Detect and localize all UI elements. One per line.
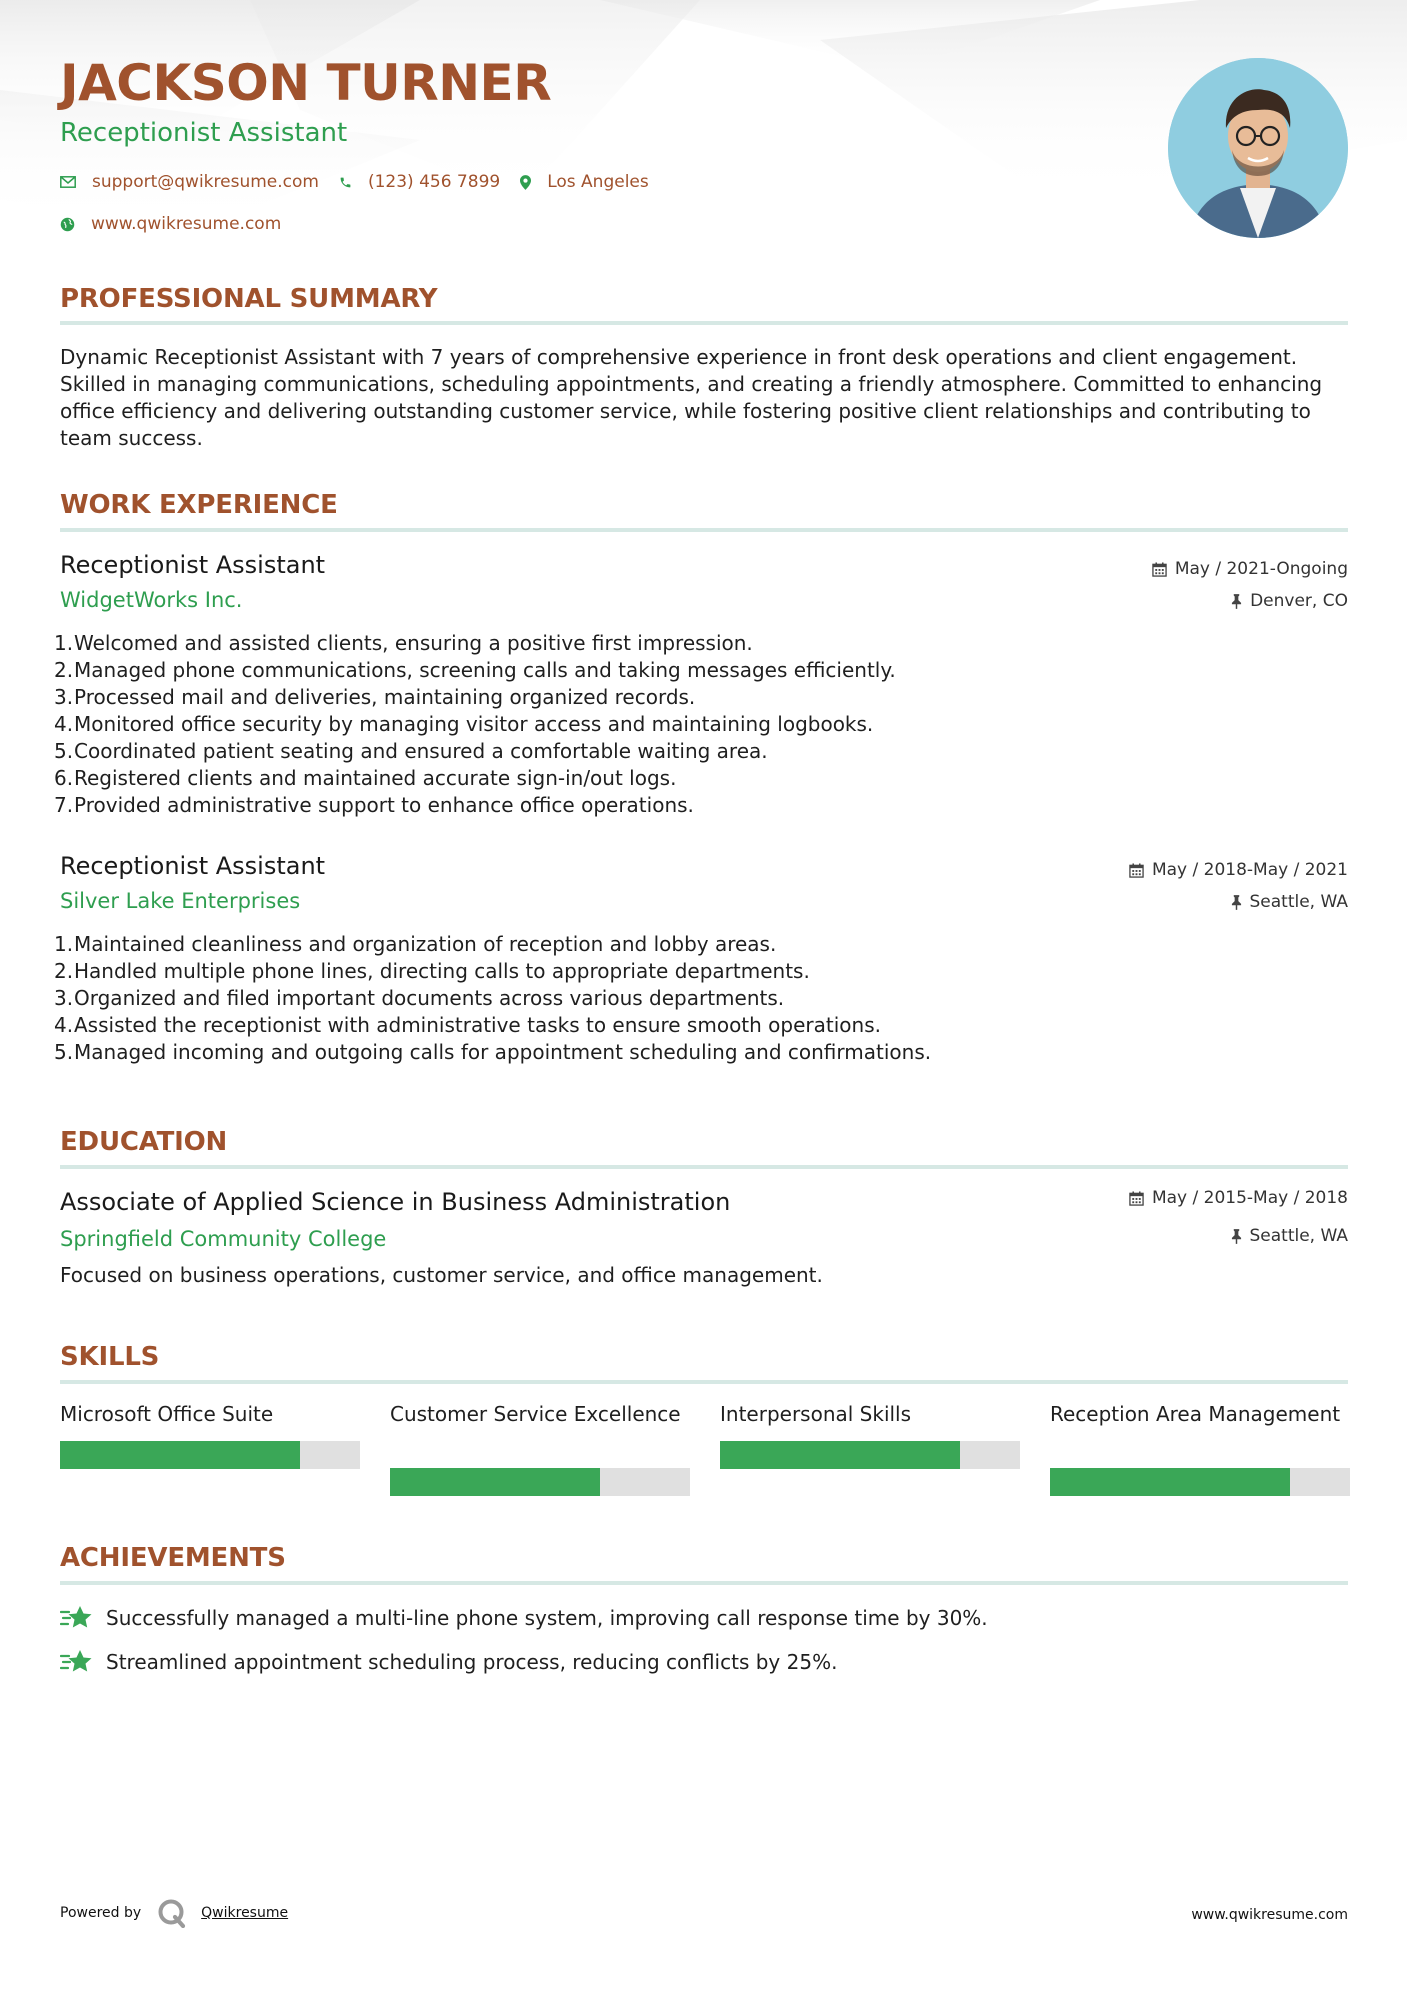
duty-number: 7. xyxy=(54,793,74,817)
job-dates-text: May / 2018-May / 2021 xyxy=(1151,860,1348,880)
skill-level-fill xyxy=(60,1441,300,1469)
duty-item xyxy=(54,985,931,1012)
experience-heading: WORK EXPERIENCE xyxy=(60,490,338,520)
duty-item xyxy=(54,958,931,985)
job-dates xyxy=(1152,561,1348,578)
job-title: Receptionist Assistant xyxy=(60,852,326,880)
duty-number: 3. xyxy=(54,685,74,709)
duty-number: 4. xyxy=(54,1013,74,1037)
footer-powered-by xyxy=(60,1898,288,1928)
duty-text: Coordinated patient seating and ensured a comfortable waiting area. xyxy=(74,739,768,763)
skill-level-fill xyxy=(390,1468,600,1496)
website-row xyxy=(60,214,301,234)
duty-item xyxy=(54,1012,931,1039)
job-duties-list xyxy=(54,630,896,819)
education-location-text: Seattle, WA xyxy=(1249,1226,1348,1246)
skill-level-bar xyxy=(390,1468,690,1496)
location-contact xyxy=(520,172,649,192)
map-pin-icon xyxy=(520,175,531,190)
profile-photo xyxy=(1168,58,1348,238)
job-location-text: Seattle, WA xyxy=(1249,892,1348,912)
job-dates-text: May / 2021-Ongoing xyxy=(1174,559,1348,579)
education-description: Focused on business operations, customer service, and office management. xyxy=(60,1263,823,1287)
job-location xyxy=(1231,894,1349,911)
duty-item xyxy=(54,792,896,819)
duty-number: 2. xyxy=(54,959,74,983)
skill-level-bar xyxy=(720,1441,1020,1469)
duty-item xyxy=(54,738,896,765)
school-name: Springfield Community College xyxy=(60,1227,387,1251)
star-award-icon xyxy=(60,1604,94,1632)
section-divider xyxy=(60,321,1348,325)
email-text: support@qwikresume.com xyxy=(92,172,319,192)
candidate-title: Receptionist Assistant xyxy=(60,118,348,148)
pushpin-icon xyxy=(1231,594,1242,609)
skill-level-fill xyxy=(1050,1468,1290,1496)
duty-text: Provided administrative support to enhance office operations. xyxy=(74,793,694,817)
qwikresume-link[interactable]: Qwikresume xyxy=(201,1905,289,1921)
phone-text: (123) 456 7899 xyxy=(367,172,501,192)
duty-text: Registered clients and maintained accurate sign-in/out logs. xyxy=(74,766,677,790)
phone-contact[interactable] xyxy=(339,172,500,192)
duty-number: 5. xyxy=(54,1040,74,1064)
duty-text: Organized and filed important documents across various departments. xyxy=(74,986,785,1010)
skill-name: Interpersonal Skills xyxy=(720,1402,912,1426)
pushpin-icon xyxy=(1231,1229,1242,1244)
summary-heading: PROFESSIONAL SUMMARY xyxy=(60,284,438,314)
achievements-heading: ACHIEVEMENTS xyxy=(60,1543,286,1573)
skill-name: Reception Area Management xyxy=(1050,1402,1341,1426)
education-dates xyxy=(1129,1190,1348,1207)
envelope-icon xyxy=(60,176,76,188)
skill-level-bar xyxy=(60,1441,360,1469)
achievement-text: Successfully managed a multi-line phone system, improving call response time by 30%. xyxy=(106,1606,988,1630)
education-dates-text: May / 2015-May / 2018 xyxy=(1151,1188,1348,1208)
job-duties-list xyxy=(54,931,931,1066)
duty-item xyxy=(54,1039,931,1066)
website-contact[interactable] xyxy=(60,214,281,234)
section-divider xyxy=(60,528,1348,532)
duty-text: Monitored office security by managing visitor access and maintaining logbooks. xyxy=(74,712,874,736)
duty-item xyxy=(54,765,896,792)
achievement-text: Streamlined appointment scheduling process, reducing conflicts by 25%. xyxy=(106,1650,838,1674)
duty-text: Assisted the receptionist with administrative tasks to ensure smooth operations. xyxy=(74,1013,881,1037)
degree-title: Associate of Applied Science in Business Administration xyxy=(60,1188,731,1216)
education-location xyxy=(1231,1228,1349,1245)
duty-number: 1. xyxy=(54,932,74,956)
duty-number: 6. xyxy=(54,766,74,790)
duty-number: 2. xyxy=(54,658,74,682)
duty-text: Handled multiple phone lines, directing calls to appropriate departments. xyxy=(74,959,810,983)
skill-item xyxy=(1050,1401,1350,1455)
duty-item xyxy=(54,931,931,958)
qwikresume-logo-icon xyxy=(157,1898,187,1928)
duty-item xyxy=(54,630,896,657)
star-award-icon xyxy=(60,1648,94,1676)
phone-icon xyxy=(339,176,352,189)
duty-text: Maintained cleanliness and organization of reception and lobby areas. xyxy=(74,932,777,956)
skill-name: Customer Service Excellence xyxy=(390,1402,681,1426)
candidate-name: JACKSON TURNER xyxy=(60,54,552,112)
skill-item xyxy=(720,1401,1020,1455)
skill-name: Microsoft Office Suite xyxy=(60,1402,274,1426)
achievement-item xyxy=(60,1648,837,1676)
summary-text: Dynamic Receptionist Assistant with 7 years of comprehensive experience in front desk operations and client engagement. Skilled in managing communications, scheduling appointments, and creating a friendly atmosphere. Committed to enhancing office efficiency and delivering outstanding customer service, while fostering positive client relationships and contributing to team success. xyxy=(60,345,1323,450)
section-divider xyxy=(60,1581,1348,1585)
skill-level-bar xyxy=(1050,1468,1350,1496)
calendar-icon xyxy=(1152,562,1167,577)
duty-number: 1. xyxy=(54,631,74,655)
job-dates xyxy=(1129,862,1348,879)
section-divider xyxy=(60,1380,1348,1384)
duty-text: Welcomed and assisted clients, ensuring a positive first impression. xyxy=(74,631,753,655)
duty-text: Managed incoming and outgoing calls for appointment scheduling and confirmations. xyxy=(74,1040,932,1064)
skill-item xyxy=(60,1401,360,1455)
duty-item xyxy=(54,684,896,711)
globe-icon xyxy=(60,217,75,232)
duty-item xyxy=(54,711,896,738)
email-contact[interactable] xyxy=(60,172,319,192)
duty-text: Processed mail and deliveries, maintaining organized records. xyxy=(74,685,696,709)
calendar-icon xyxy=(1129,1191,1144,1206)
skill-item xyxy=(390,1401,690,1455)
job-title: Receptionist Assistant xyxy=(60,551,326,579)
job-company: WidgetWorks Inc. xyxy=(60,588,243,612)
section-divider xyxy=(60,1165,1348,1169)
location-text: Los Angeles xyxy=(547,172,649,192)
contact-row xyxy=(60,172,669,192)
website-text: www.qwikresume.com xyxy=(91,214,282,234)
education-heading: EDUCATION xyxy=(60,1127,228,1157)
footer-website[interactable]: www.qwikresume.com xyxy=(1191,1907,1348,1923)
duty-number: 4. xyxy=(54,712,74,736)
duty-item xyxy=(54,657,896,684)
job-location-text: Denver, CO xyxy=(1250,591,1348,611)
duty-number: 3. xyxy=(54,986,74,1010)
achievement-item xyxy=(60,1604,988,1632)
avatar xyxy=(1168,58,1348,238)
pushpin-icon xyxy=(1231,895,1242,910)
job-company: Silver Lake Enterprises xyxy=(60,889,301,913)
calendar-icon xyxy=(1129,863,1144,878)
powered-by-label: Powered by xyxy=(60,1905,142,1921)
duty-text: Managed phone communications, screening calls and taking messages efficiently. xyxy=(74,658,896,682)
duty-number: 5. xyxy=(54,739,74,763)
skills-heading: SKILLS xyxy=(60,1342,160,1372)
skill-level-fill xyxy=(720,1441,960,1469)
job-location xyxy=(1231,593,1348,610)
